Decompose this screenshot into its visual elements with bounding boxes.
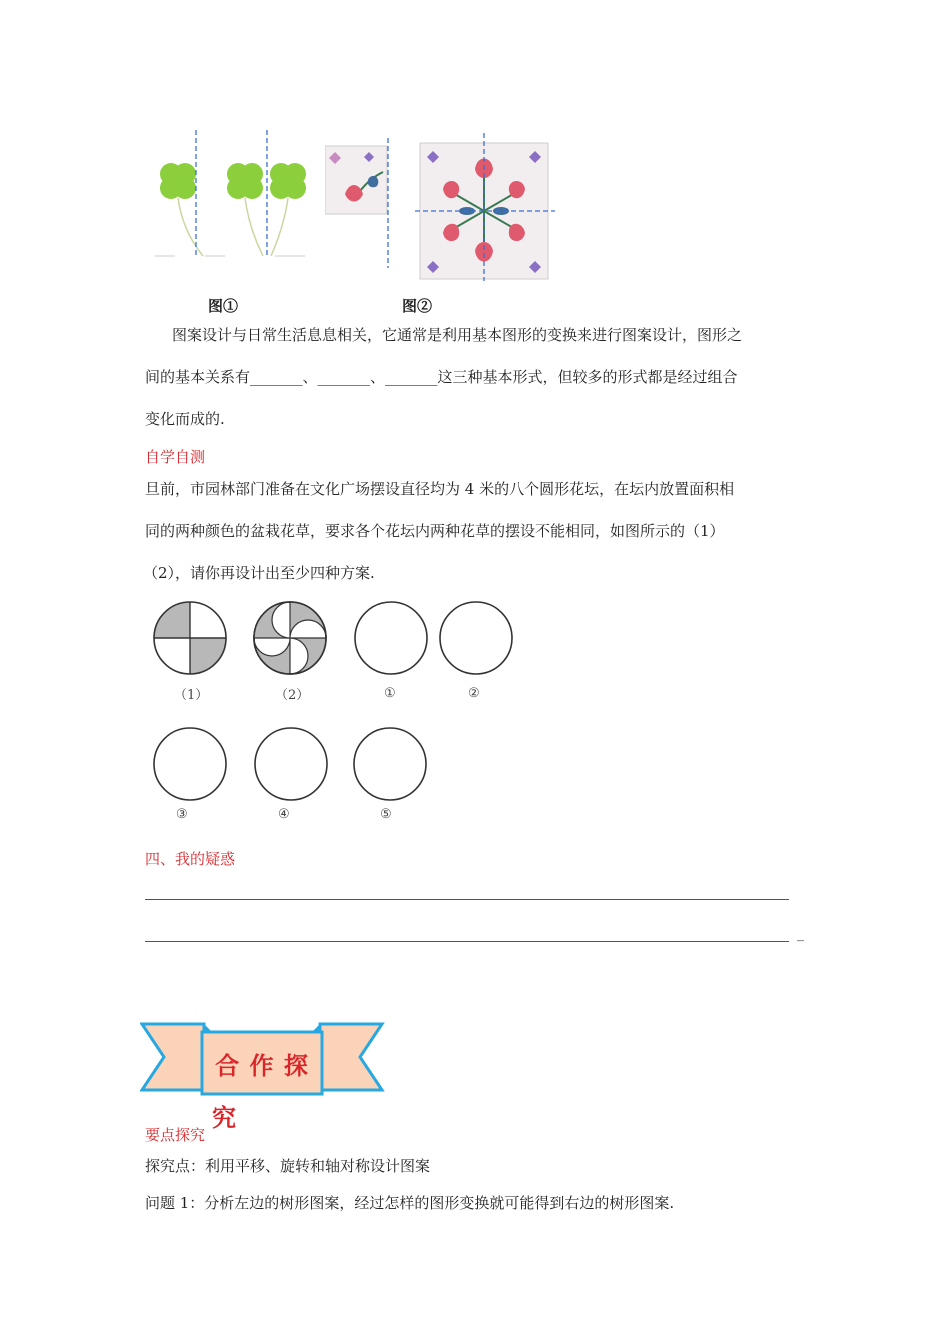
key-point-text: 探究点：利用平移、旋转和轴对称设计图案	[145, 1157, 431, 1175]
banner-text: 合 作 探	[215, 1051, 309, 1080]
tulip-tile-small	[325, 138, 395, 268]
blank-circle-2	[440, 602, 512, 674]
circle-label-2: （2）	[275, 688, 310, 703]
intro-line-3: 变化而成的.	[145, 410, 225, 428]
figure-1-caption: 图①	[208, 297, 239, 315]
blank-circle-5	[354, 728, 426, 800]
circle-label-1: （1）	[174, 688, 209, 703]
self-study-line-3: （2），请你再设计出至少四种方案.	[143, 564, 375, 582]
intro-line-1: 图案设计与日常生活息息相关，它通常是利用基本图形的变换来进行图案设计，图形之	[172, 326, 743, 344]
blank-circle-1	[355, 602, 427, 674]
circle-label-3: ①	[384, 686, 396, 701]
design-1-circle	[154, 602, 226, 674]
answer-line-2	[145, 941, 789, 942]
doubts-heading: 四、我的疑惑	[145, 850, 236, 868]
clover-icon	[160, 163, 196, 199]
key-points-heading: 要点探究	[145, 1126, 206, 1144]
circle-label-6: ④	[278, 807, 290, 822]
tulip-tile-large	[415, 133, 555, 281]
clover-icon	[227, 163, 263, 199]
circle-label-4: ②	[468, 686, 480, 701]
clover-icon	[270, 163, 306, 199]
answer-line-1	[145, 899, 789, 900]
banner-overflow-char: 究	[212, 1104, 236, 1132]
blank-circle-3	[154, 728, 226, 800]
circle-designs	[140, 596, 540, 836]
circle-label-5: ③	[176, 807, 188, 822]
figure-2-caption: 图②	[402, 297, 433, 315]
intro-line-2: 间的基本关系有_______、_______、_______这三种基本形式，但较多的形式都是经过组合	[145, 368, 738, 386]
design-2-circle	[254, 602, 326, 674]
self-study-line-1: 旦前，市园林部门准备在文化广场摆设直径均为 4 米的八个圆形花坛，在坛内放置面积相	[145, 480, 735, 498]
circle-label-7: ⑤	[380, 807, 392, 822]
answer-line-tail: _	[797, 926, 804, 942]
self-study-line-2: 同的两种颜色的盆栽花草，要求各个花坛内两种花草的摆设不能相同，如图所示的（1）	[145, 522, 725, 540]
self-study-heading: 自学自测	[145, 448, 206, 466]
clover-figure	[145, 130, 320, 260]
blank-circle-4	[255, 728, 327, 800]
question-1-text: 问题 1：分析左边的树形图案，经过怎样的图形变换就可能得到右边的树形图案.	[145, 1194, 675, 1212]
